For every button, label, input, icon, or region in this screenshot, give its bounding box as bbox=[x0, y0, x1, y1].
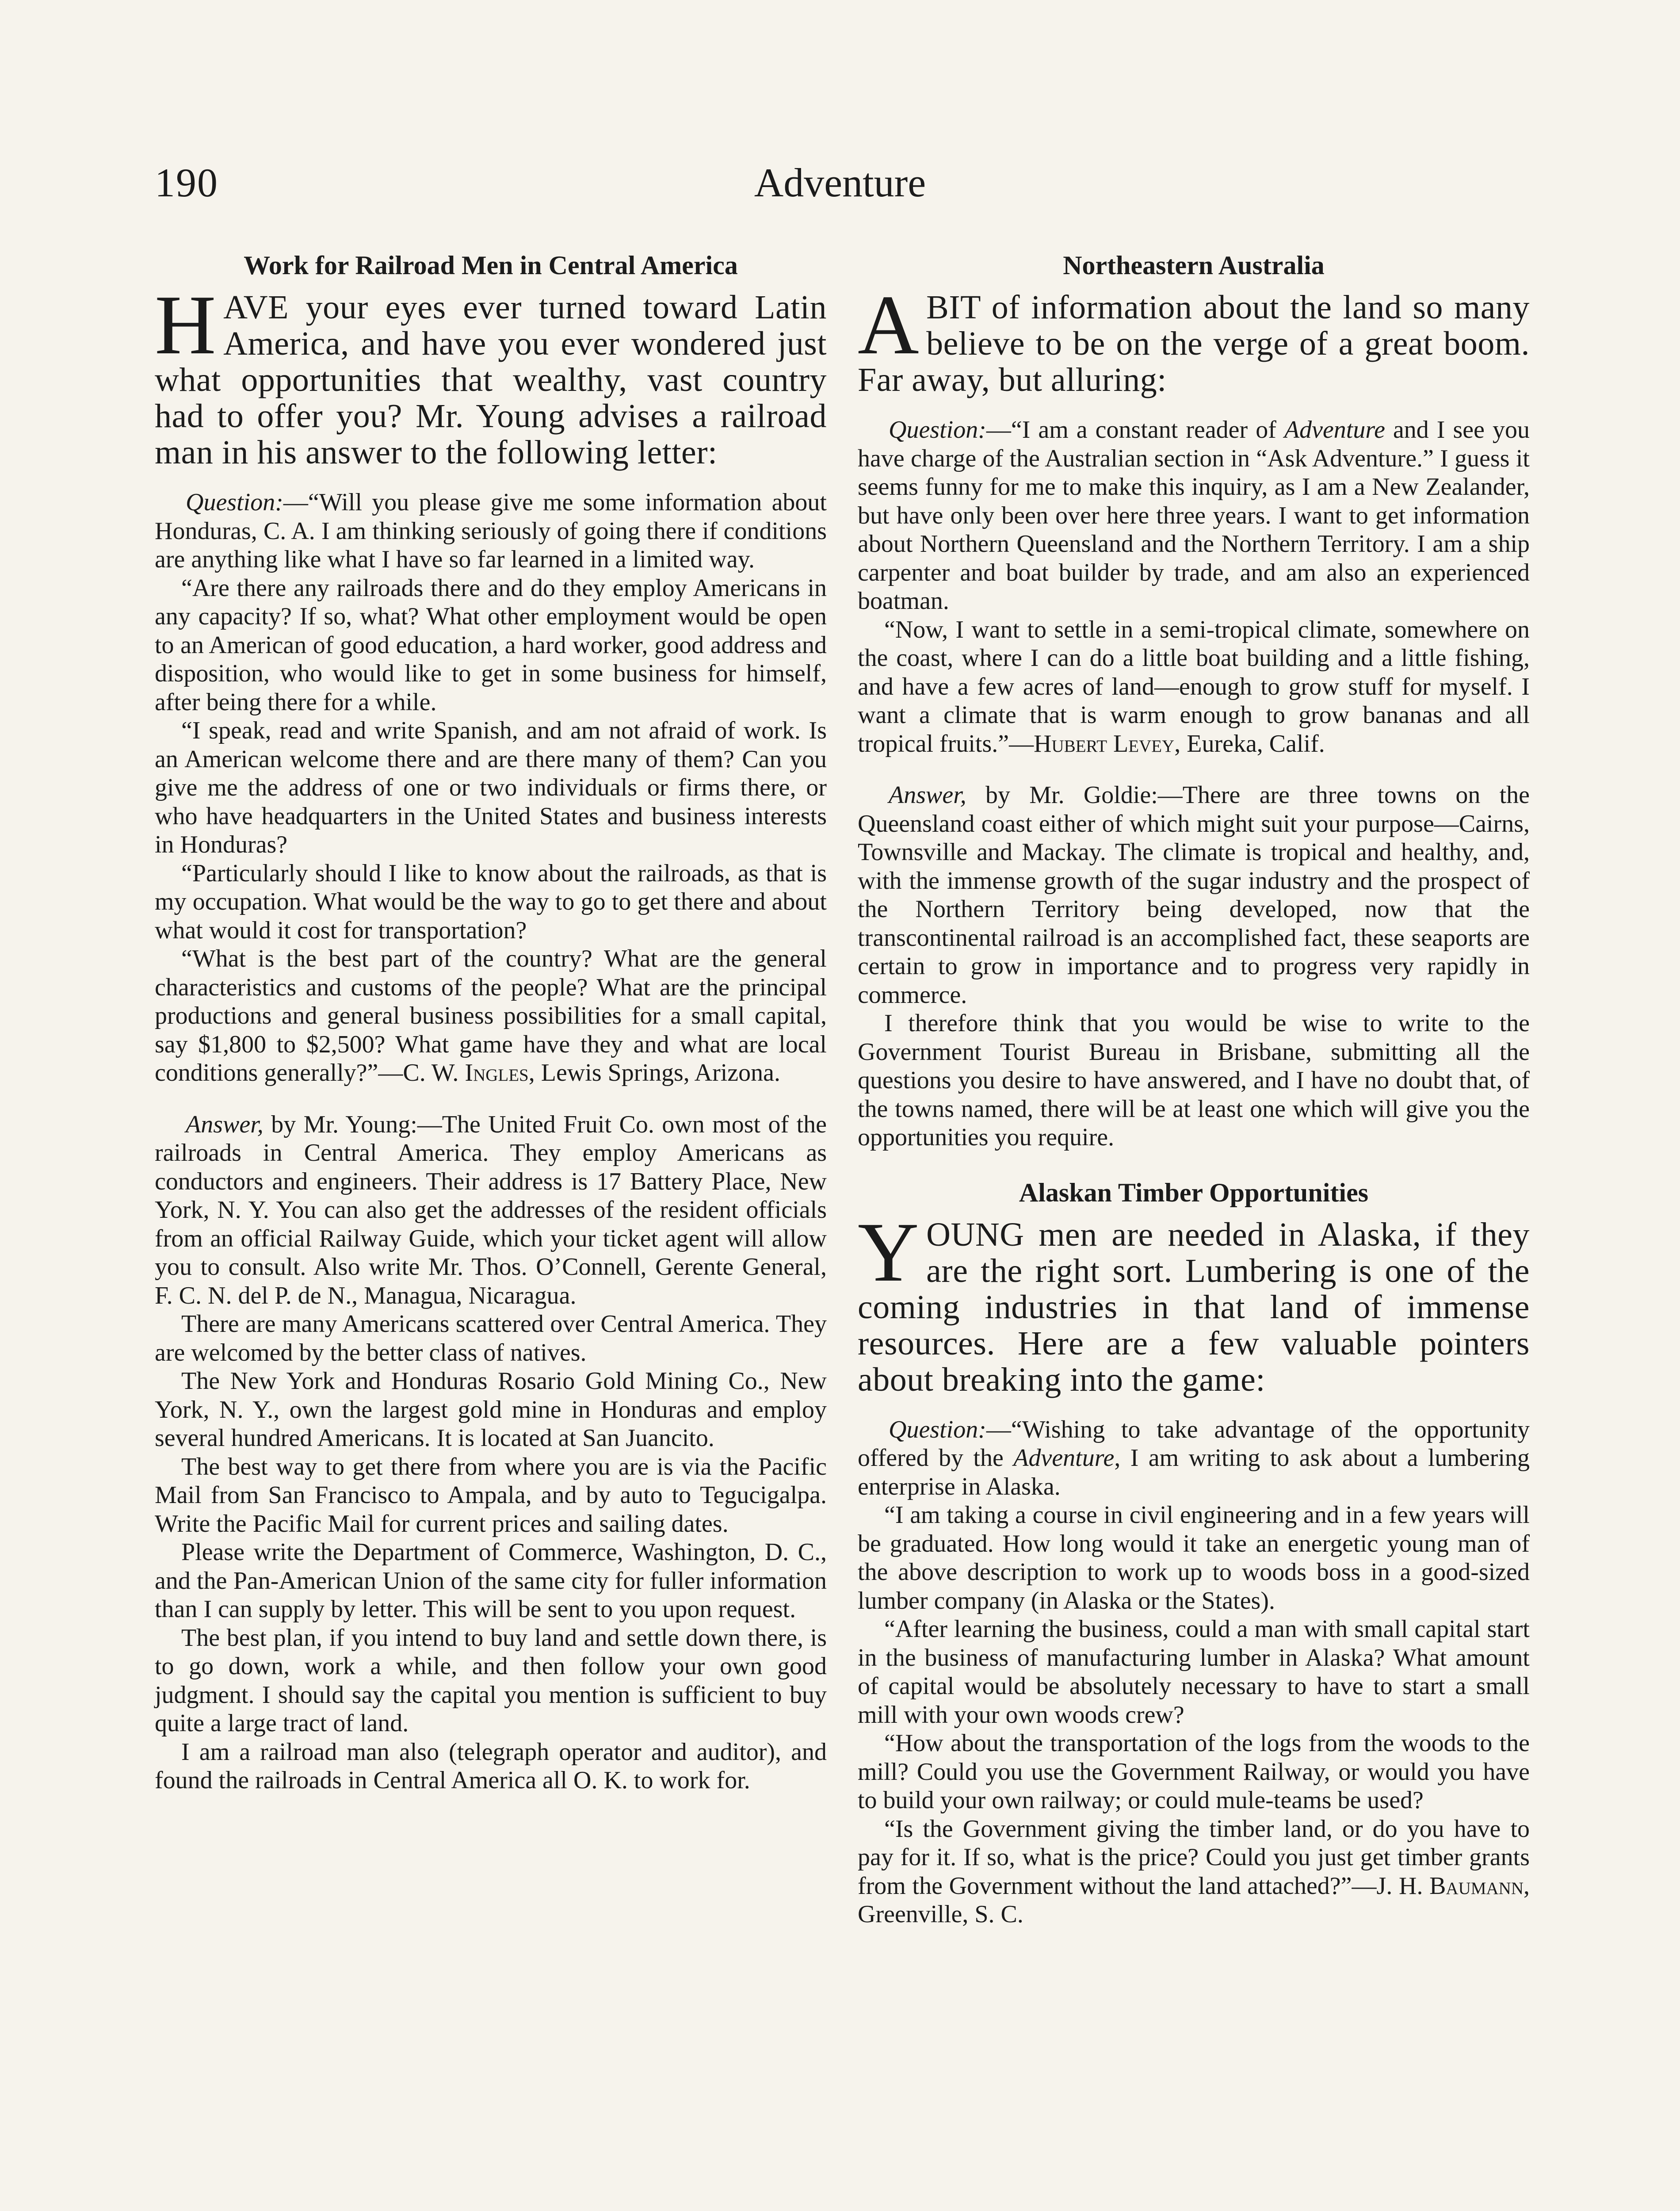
question-label: Question: bbox=[186, 489, 283, 516]
question-text: —“Will you please give me some information about Honduras, C. A. I am thinking seriously of going there if conditions are anything like what I have so far learned in a limited way. bbox=[155, 489, 827, 573]
answer-label: Answer, bbox=[186, 1110, 263, 1138]
running-title: Adventure bbox=[754, 160, 926, 205]
question-paragraph bbox=[858, 416, 1530, 616]
signature-place: , Eureka, Calif. bbox=[1174, 730, 1325, 757]
question-paragraph: “Are there any railroads there and do they employ Americans in any capacity? If so, what? What other employment would be open to an American of good education, a hard worker, good address and disposition, who would like to get in some business for himself, after being there for a while. bbox=[155, 574, 827, 716]
answer-label: Answer, bbox=[889, 781, 966, 809]
drop-cap: H bbox=[155, 278, 217, 372]
answer-paragraph: The best plan, if you intend to buy land and settle down there, is to go down, work a while, and then follow your own good judgment. I should say the capital you mention is sufficient to buy quite a large tract of land. bbox=[155, 1624, 827, 1737]
section-heading-australia: Northeastern Australia bbox=[1063, 251, 1325, 280]
magazine-title: Adventure bbox=[1284, 416, 1385, 444]
question-paragraph bbox=[858, 1815, 1530, 1929]
question-paragraph: “Particularly should I like to know about the railroads, as that is my occupation. What would be the way to go to get there and about what would it cost for transportation? bbox=[155, 859, 827, 944]
intro-text: OUNG men are needed in Alaska, if they are the right sort. Lumbering is one of the coming industries in that land of immense resources. Here are a few valuable pointers about breaking into the game: bbox=[858, 1216, 1530, 1398]
page-header bbox=[155, 159, 1525, 221]
signature-place: , Lewis Springs, Arizona. bbox=[528, 1059, 781, 1086]
signature: J. H. Baumann bbox=[1376, 1872, 1523, 1900]
question-text: “What is the best part of the country? What are the general characteristics and customs of the people? What are the principal productions and general business possibilities for a small capital, say $1,800 to $2,500? What game have they and what are local conditions generally?”— bbox=[155, 945, 827, 1086]
question-text: , I am writing to ask about a lumbering enterprise in Alaska. bbox=[858, 1444, 1530, 1500]
question-paragraph bbox=[155, 945, 827, 1087]
question-text: “Now, I want to settle in a semi-tropical climate, somewhere on the coast, where I can do a little boat building and a little fishing, and have a few acres of land—enough to grow stuff for myself. I want a climate that is warm enough to grow bananas and all tropical fruits.”— bbox=[858, 616, 1530, 757]
page-number: 190 bbox=[155, 160, 218, 205]
question-paragraph bbox=[155, 488, 827, 574]
intro-paragraph bbox=[155, 278, 827, 471]
drop-cap: Y bbox=[858, 1205, 920, 1299]
left-column bbox=[155, 248, 827, 1795]
signature-place: , Greenville, S. C. bbox=[858, 1872, 1530, 1928]
question-text: —“Wishing to take advantage of the opportunity offered by the bbox=[858, 1415, 1530, 1472]
answer-text: by Mr. Young:—The United Fruit Co. own most of the railroads in Central America. They employ Americans as conductors and engineers. Their address is 17 Battery Place, New York, N. Y. You can also get the addresses of the resident officials from an official Railway Guide, which your ticket agent will allow you to consult. Also write Mr. Thos. O’Connell, Gerente General, F. C. N. del P. de N., Managua, Nicaragua. bbox=[155, 1110, 827, 1309]
answer-paragraph: Please write the Department of Commerce, Washington, D. C., and the Pan-American Union of the same city for fuller information than I can supply by letter. This will be sent to you upon request. bbox=[155, 1538, 827, 1623]
signature: Hubert Levey bbox=[1034, 730, 1175, 757]
section-heading-alaska: Alaskan Timber Opportunities bbox=[1019, 1178, 1369, 1207]
answer-paragraph: I am a railroad man also (telegraph operator and auditor), and found the railroads in Central America all O. K. to work for. bbox=[155, 1738, 827, 1794]
question-paragraph bbox=[858, 1415, 1530, 1501]
right-column bbox=[858, 248, 1530, 1929]
question-label: Question: bbox=[889, 1415, 986, 1443]
answer-paragraph: There are many Americans scattered over Central America. They are welcomed by the better class of natives. bbox=[155, 1310, 827, 1366]
question-text: “Is the Government giving the timber land, or do you have to pay for it. If so, what is the price? Could you just get timber grants from the Government without the land attached?”— bbox=[858, 1815, 1530, 1900]
intro-paragraph bbox=[858, 1205, 1530, 1398]
question-paragraph bbox=[858, 616, 1530, 758]
question-paragraph: “I speak, read and write Spanish, and am not afraid of work. Is an American welcome there and are there many of them? Can you give me the address of one or two individuals or firms there, or who have headquarters in the United States and business interests in Honduras? bbox=[155, 717, 827, 858]
drop-cap: A bbox=[858, 278, 920, 372]
signature: C. W. Ingles bbox=[403, 1059, 529, 1086]
answer-paragraph bbox=[858, 781, 1530, 1009]
question-paragraph: “I am taking a course in civil engineering and in a few years will be graduated. How long would it take an energetic young man of the above description to work up to woods boss in a good-sized lumber company (in Alaska or the States). bbox=[858, 1501, 1530, 1614]
question-label: Question: bbox=[889, 416, 986, 444]
magazine-title: Adventure bbox=[1013, 1444, 1115, 1472]
question-paragraph: “After learning the business, could a man with small capital start in the business of manufacturing lumber in Alaska? What amount of capital would be absolutely necessary to have to start a small mill with your own woods crew? bbox=[858, 1615, 1530, 1729]
answer-paragraph bbox=[155, 1110, 827, 1310]
answer-paragraph: The best way to get there from where you are is via the Pacific Mail from San Francisco to Ampala, and by auto to Tegucigalpa. Write the Pacific Mail for current prices and sailing dates. bbox=[155, 1453, 827, 1538]
intro-paragraph bbox=[858, 278, 1530, 398]
answer-text: by Mr. Goldie:—There are three towns on the Queensland coast either of which might suit your purpose—Cairns, Townsville and Mackay. The climate is tropical and healthy, and, with the immense growth of the sugar industry and the prospect of the Northern Territory being developed, now that the transcontinental railroad is an accomplished fact, these seaports are certain to grow in importance and to progress very rapidly in commerce. bbox=[858, 781, 1530, 1009]
section-heading-railroad: Work for Railroad Men in Central America bbox=[244, 251, 738, 280]
question-paragraph: “How about the transportation of the logs from the woods to the mill? Could you use the Government Railway, or would you have to build your own railway; or could mule-teams be used? bbox=[858, 1729, 1530, 1814]
intro-text: BIT of information about the land so many believe to be on the verge of a great boom. Far away, but alluring: bbox=[858, 289, 1530, 398]
answer-paragraph: I therefore think that you would be wise to write to the Government Tourist Bureau in Brisbane, submitting all the questions you desire to have answered, and I have no doubt that, of the towns named, there will be at least one which will give you the opportunities you require. bbox=[858, 1010, 1530, 1151]
question-text: —“I am a constant reader of bbox=[986, 416, 1284, 444]
question-text: and I see you have charge of the Australian section in “Ask Adventure.” I guess it seems funny for me to make this inquiry, as I am a New Zealander, but have only been over here three years. I want to get information about Northern Queensland and the Northern Territory. I am a ship carpenter and boat builder by trade, and am also an experienced boatman. bbox=[858, 416, 1530, 615]
intro-text: AVE your eyes ever turned toward Latin America, and have you ever wondered just what opportunities that wealthy, vast country had to offer you? Mr. Young advises a railroad man in his answer to the following letter: bbox=[155, 289, 827, 471]
answer-paragraph: The New York and Honduras Rosario Gold Mining Co., New York, N. Y., own the largest gold mine in Honduras and employ several hundred Americans. It is located at San Juancito. bbox=[155, 1367, 827, 1452]
